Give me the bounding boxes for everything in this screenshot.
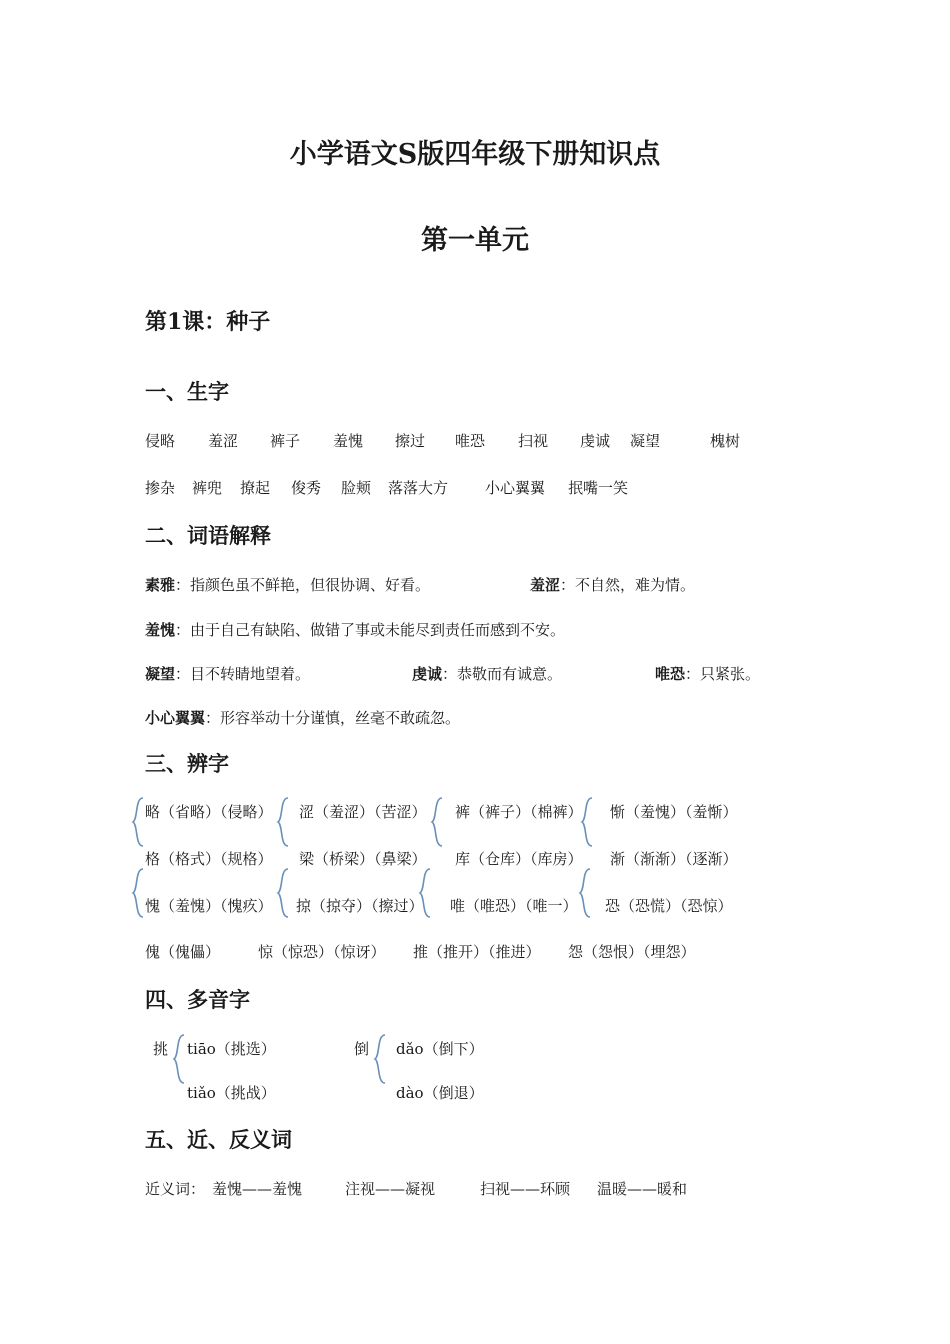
word-pair: 温暖——暖和 [597,1180,688,1198]
definition-text: ：只紧张。 [685,665,761,683]
unit-title: 第一单元 [421,225,529,256]
section-heading-synonyms-antonyms: 五、近、反义词 [145,1127,292,1152]
word: 撩起 [240,479,271,497]
definition-text: ：形容举动十分谨慎，丝毫不敢疏忽。 [205,709,461,727]
word: 裤兜 [192,479,223,497]
distinction-entry: 愧（羞愧）（愧疚） [145,897,273,915]
synonyms-label: 近义词： [145,1180,206,1198]
word: 小心翼翼 [485,479,546,497]
word-pair: 扫视——环顾 [480,1180,571,1198]
brace-icon [373,1034,387,1084]
word: 羞愧 [333,432,364,450]
distinction-entry: 略（省略）（侵略） [145,803,273,821]
brace-icon [131,797,145,847]
section-heading-word-explanations: 二、词语解释 [145,523,271,548]
definition-term: 唯恐 [655,665,686,683]
word-pair: 羞愧——羞愧 [212,1180,303,1198]
definition-text: ：由于自己有缺陷、做错了事或未能尽到责任而感到不安。 [175,621,566,639]
definition-item [145,663,310,684]
definition-item [412,663,562,684]
distinction-entry: 推（推开）（推进） [413,943,541,961]
definition-item [655,663,760,684]
definition-term: 虔诚 [412,665,443,683]
definition-term: 羞涩 [530,576,561,594]
word: 擦过 [395,432,426,450]
definition-item [530,574,695,595]
distinction-entry: 格（格式）（规格） [145,850,273,868]
definition-item [145,707,460,728]
brace-icon [131,868,145,918]
brace-icon [276,868,290,918]
definition-text: ：指颜色虽不鲜艳，但很协调、好看。 [175,576,431,594]
word-pair: 注视——凝视 [345,1180,436,1198]
pinyin-reading: tiǎo（挑战） [187,1084,276,1102]
word: 掺杂 [145,479,176,497]
definition-term: 羞愧 [145,621,176,639]
distinction-entry: 傀（傀儡） [145,943,221,961]
distinction-entry: 库（仓库）（库房） [455,850,583,868]
distinction-entry: 掠（掠夺）（擦过） [296,897,424,915]
definition-text: ：目不转睛地望着。 [175,665,311,683]
word: 扫视 [518,432,549,450]
definition-term: 素雅 [145,576,176,594]
word: 俊秀 [291,479,322,497]
section-heading-new-characters: 一、生字 [145,379,229,404]
distinction-entry: 恐（恐慌）（恐惊） [605,897,733,915]
distinction-entry: 裤（裤子）（棉裤） [455,803,583,821]
polyphone-char: 倒 [354,1040,370,1058]
brace-icon [172,1034,186,1084]
distinction-entry: 梁（桥梁）（鼻梁） [299,850,427,868]
distinction-entry: 惊（惊恐）（惊讶） [258,943,386,961]
word: 脸颊 [341,479,372,497]
brace-icon [430,797,444,847]
definition-term: 小心翼翼 [145,709,206,727]
section-heading-polyphonic-characters: 四、多音字 [145,987,250,1012]
section-heading-character-distinction: 三、辨字 [145,751,229,776]
word: 虔诚 [580,432,611,450]
word: 侵略 [145,432,176,450]
definition-term: 凝望 [145,665,176,683]
definition-text: ：不自然，难为情。 [560,576,696,594]
definition-text: ：恭敬而有诚意。 [442,665,563,683]
pinyin-reading: dǎo（倒下） [396,1040,484,1058]
word: 抿嘴一笑 [568,479,629,497]
polyphone-char: 挑 [153,1040,169,1058]
pinyin-reading: dào（倒退） [396,1084,484,1102]
distinction-entry: 唯（唯恐）（唯一） [450,897,578,915]
lesson-title: 第1课：种子 [145,309,271,335]
word: 唯恐 [455,432,486,450]
word: 落落大方 [388,479,449,497]
distinction-entry: 涩（羞涩）（苦涩） [299,803,427,821]
pinyin-reading: tiāo（挑选） [187,1040,276,1058]
distinction-entry: 渐（渐渐）（逐渐） [610,850,738,868]
word: 裤子 [270,432,301,450]
brace-icon [276,797,290,847]
word: 羞涩 [208,432,239,450]
word: 槐树 [710,432,741,450]
distinction-entry: 惭（羞愧）（羞惭） [610,803,738,821]
document-title: 小学语文S版四年级下册知识点 [289,139,661,170]
definition-item [145,574,430,595]
word: 凝望 [630,432,661,450]
definition-item [145,619,565,640]
brace-icon [578,868,592,918]
distinction-entry: 怨（怨恨）（埋怨） [568,943,696,961]
